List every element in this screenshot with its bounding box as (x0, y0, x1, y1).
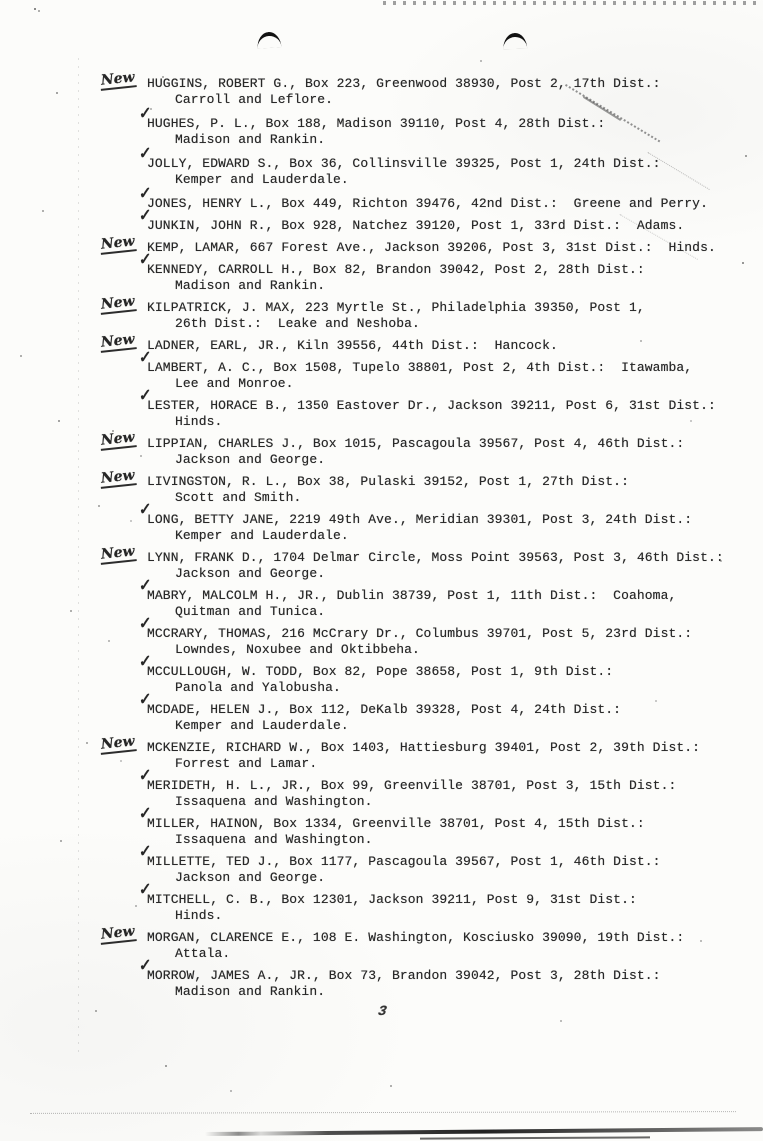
checkmark-annotation: ✓ (139, 841, 152, 861)
checkmark-annotation: ✓ (139, 955, 152, 975)
entry-line-1: MITCHELL, C. B., Box 12301, Jackson 39211, Post 9, 31st Dist.: (147, 892, 637, 907)
entry-line-1: KILPATRICK, J. MAX, 223 Myrtle St., Philadelphia 39350, Post 1, (147, 300, 645, 315)
entry-line-1: LADNER, EARL, JR., Kiln 39556, 44th Dist.: Hancock. (147, 338, 558, 353)
entry-line-2: Hinds. (175, 414, 223, 429)
roster-entry (100, 69, 757, 108)
roster-entry (139, 613, 757, 658)
entry-line-1: MORROW, JAMES A., JR., Box 73, Brandon 39042, Post 3, 28th Dist.: (147, 968, 661, 983)
roster-entry (100, 233, 757, 256)
checkmark-annotation: ✓ (139, 143, 152, 163)
entry-line-1: MILLER, HAINON, Box 1334, Greenville 38701, Post 4, 15th Dist.: (147, 816, 645, 831)
new-annotation: New (99, 468, 136, 489)
entry-line-1: MCDADE, HELEN J., Box 112, DeKalb 39328, Post 4, 24th Dist.: (147, 702, 622, 717)
paper-crease (78, 58, 79, 1058)
checkmark-annotation: ✓ (139, 183, 152, 203)
roster-entry (139, 143, 757, 188)
checkmark-annotation: ✓ (139, 385, 152, 405)
entry-line-2: Quitman and Tunica. (175, 604, 326, 619)
new-annotation: New (99, 430, 136, 451)
roster-entry (139, 575, 757, 620)
entry-line-1: JUNKIN, JOHN R., Box 928, Natchez 39120, Post 1, 33rd Dist.: Adams. (147, 218, 685, 233)
roster-entry (100, 293, 757, 332)
roster-entry (139, 651, 757, 696)
entry-line-2: 26th Dist.: Leake and Neshoba. (175, 316, 420, 331)
roster-entry (139, 499, 757, 544)
new-annotation: New (99, 544, 136, 565)
entry-line-2: Madison and Rankin. (175, 278, 326, 293)
entry-line-1: MORGAN, CLARENCE E., 108 E. Washington, Kosciusko 39090, 19th Dist.: (147, 930, 685, 945)
checkmark-annotation: ✓ (139, 205, 152, 225)
entry-line-2: Lowndes, Noxubee and Oktibbeha. (175, 642, 420, 657)
roster-entry (139, 803, 757, 848)
roster-entry (139, 689, 757, 734)
checkmark-annotation: ✓ (139, 249, 152, 269)
entry-line-1: JOLLY, EDWARD S., Box 36, Collinsville 39325, Post 1, 24th Dist.: (147, 156, 661, 171)
new-annotation: New (99, 294, 136, 315)
scan-smudge-dotline (30, 1111, 736, 1114)
hole-punch-mark (503, 33, 528, 50)
roster-list (100, 69, 757, 1006)
checkmark-annotation: ✓ (139, 689, 152, 709)
entry-line-2: Carroll and Leflore. (175, 92, 334, 107)
checkmark-annotation: ✓ (139, 499, 152, 519)
entry-line-1: KENNEDY, CARROLL H., Box 82, Brandon 39042, Post 2, 28th Dist.: (147, 262, 645, 277)
entry-line-1: LIPPIAN, CHARLES J., Box 1015, Pascagoula 39567, Post 4, 46th Dist.: (147, 436, 685, 451)
hole-punch-mark (256, 31, 281, 49)
new-annotation: New (99, 734, 136, 755)
entry-line-2: Kemper and Lauderdale. (175, 528, 349, 543)
roster-entry (100, 429, 757, 468)
entry-line-2: Scott and Smith. (175, 490, 302, 505)
roster-entry (139, 103, 757, 148)
noise-specks (0, 0, 2, 2)
roster-entry (100, 467, 757, 506)
entry-line-1: HUGHES, P. L., Box 188, Madison 39110, Post 4, 28th Dist.: (147, 116, 606, 131)
checkmark-annotation: ✓ (139, 347, 152, 367)
entry-line-2: Jackson and George. (175, 566, 326, 581)
entry-line-2: Panola and Yalobusha. (175, 680, 341, 695)
roster-entry (100, 543, 757, 582)
entry-line-1: MCKENZIE, RICHARD W., Box 1403, Hattiesburg 39401, Post 2, 39th Dist.: (147, 740, 701, 755)
entry-line-1: LYNN, FRANK D., 1704 Delmar Circle, Moss Point 39563, Post 3, 46th Dist.: (147, 550, 724, 565)
entry-line-2: Issaquena and Washington. (175, 832, 373, 847)
entry-line-2: Madison and Rankin. (175, 132, 326, 147)
entry-line-1: LAMBERT, A. C., Box 1508, Tupelo 38801, Post 2, 4th Dist.: Itawamba, (147, 360, 693, 375)
roster-entry (100, 331, 757, 354)
entry-line-1: MILLETTE, TED J., Box 1177, Pascagoula 39567, Post 1, 46th Dist.: (147, 854, 661, 869)
new-annotation: New (99, 332, 136, 353)
roster-entry (100, 733, 757, 772)
entry-line-2: Forrest and Lamar. (175, 756, 318, 771)
checkmark-annotation: ✓ (139, 879, 152, 899)
entry-line-2: Kemper and Lauderdale. (175, 172, 349, 187)
checkmark-annotation: ✓ (139, 103, 152, 123)
roster-entry (139, 765, 757, 810)
checkmark-annotation: ✓ (139, 575, 152, 595)
scan-smudge-line (205, 1127, 763, 1136)
scan-edge-dashes (383, 1, 763, 5)
entry-line-1: MERIDETH, H. L., JR., Box 99, Greenville 38701, Post 3, 15th Dist.: (147, 778, 677, 793)
entry-line-1: MABRY, MALCOLM H., JR., Dublin 38739, Post 1, 11th Dist.: Coahoma, (147, 588, 677, 603)
entry-line-2: Jackson and George. (175, 452, 326, 467)
entry-line-1: MCCRARY, THOMAS, 216 McCrary Dr., Columbus 39701, Post 5, 23rd Dist.: (147, 626, 693, 641)
scan-smudge-line (420, 1136, 650, 1139)
roster-entry (139, 183, 757, 212)
entry-line-1: LESTER, HORACE B., 1350 Eastover Dr., Jackson 39211, Post 6, 31st Dist.: (147, 398, 716, 413)
new-annotation: New (99, 70, 136, 91)
checkmark-annotation: ✓ (139, 765, 152, 785)
roster-entry (139, 385, 757, 430)
entry-line-1: LIVINGSTON, R. L., Box 38, Pulaski 39152, Post 1, 27th Dist.: (147, 474, 629, 489)
entry-line-2: Attala. (175, 946, 231, 961)
entry-line-2: Jackson and George. (175, 870, 326, 885)
entry-line-1: KEMP, LAMAR, 667 Forest Ave., Jackson 39206, Post 3, 31st Dist.: Hinds. (147, 240, 716, 255)
entry-line-1: LONG, BETTY JANE, 2219 49th Ave., Meridian 39301, Post 3, 24th Dist.: (147, 512, 693, 527)
entry-line-2: Issaquena and Washington. (175, 794, 373, 809)
page-number: 3 (376, 1004, 388, 1020)
roster-entry (139, 955, 757, 1000)
new-annotation: New (99, 234, 136, 255)
entry-line-1: MCCULLOUGH, W. TODD, Box 82, Pope 38658, Post 1, 9th Dist.: (147, 664, 614, 679)
entry-line-2: Kemper and Lauderdale. (175, 718, 349, 733)
roster-entry (139, 249, 757, 294)
entry-line-2: Madison and Rankin. (175, 984, 326, 999)
roster-entry (139, 347, 757, 392)
roster-entry (100, 923, 757, 962)
roster-entry (139, 205, 757, 234)
checkmark-annotation: ✓ (139, 613, 152, 633)
entry-line-2: Hinds. (175, 908, 223, 923)
checkmark-annotation: ✓ (139, 803, 152, 823)
new-annotation: New (99, 924, 136, 945)
entry-line-1: JONES, HENRY L., Box 449, Richton 39476, 42nd Dist.: Greene and Perry. (147, 196, 708, 211)
entry-line-1: HUGGINS, ROBERT G., Box 223, Greenwood 38930, Post 2, 17th Dist.: (147, 76, 661, 91)
roster-entry (139, 879, 757, 924)
roster-entry (139, 841, 757, 886)
checkmark-annotation: ✓ (139, 651, 152, 671)
entry-line-2: Lee and Monroe. (175, 376, 294, 391)
